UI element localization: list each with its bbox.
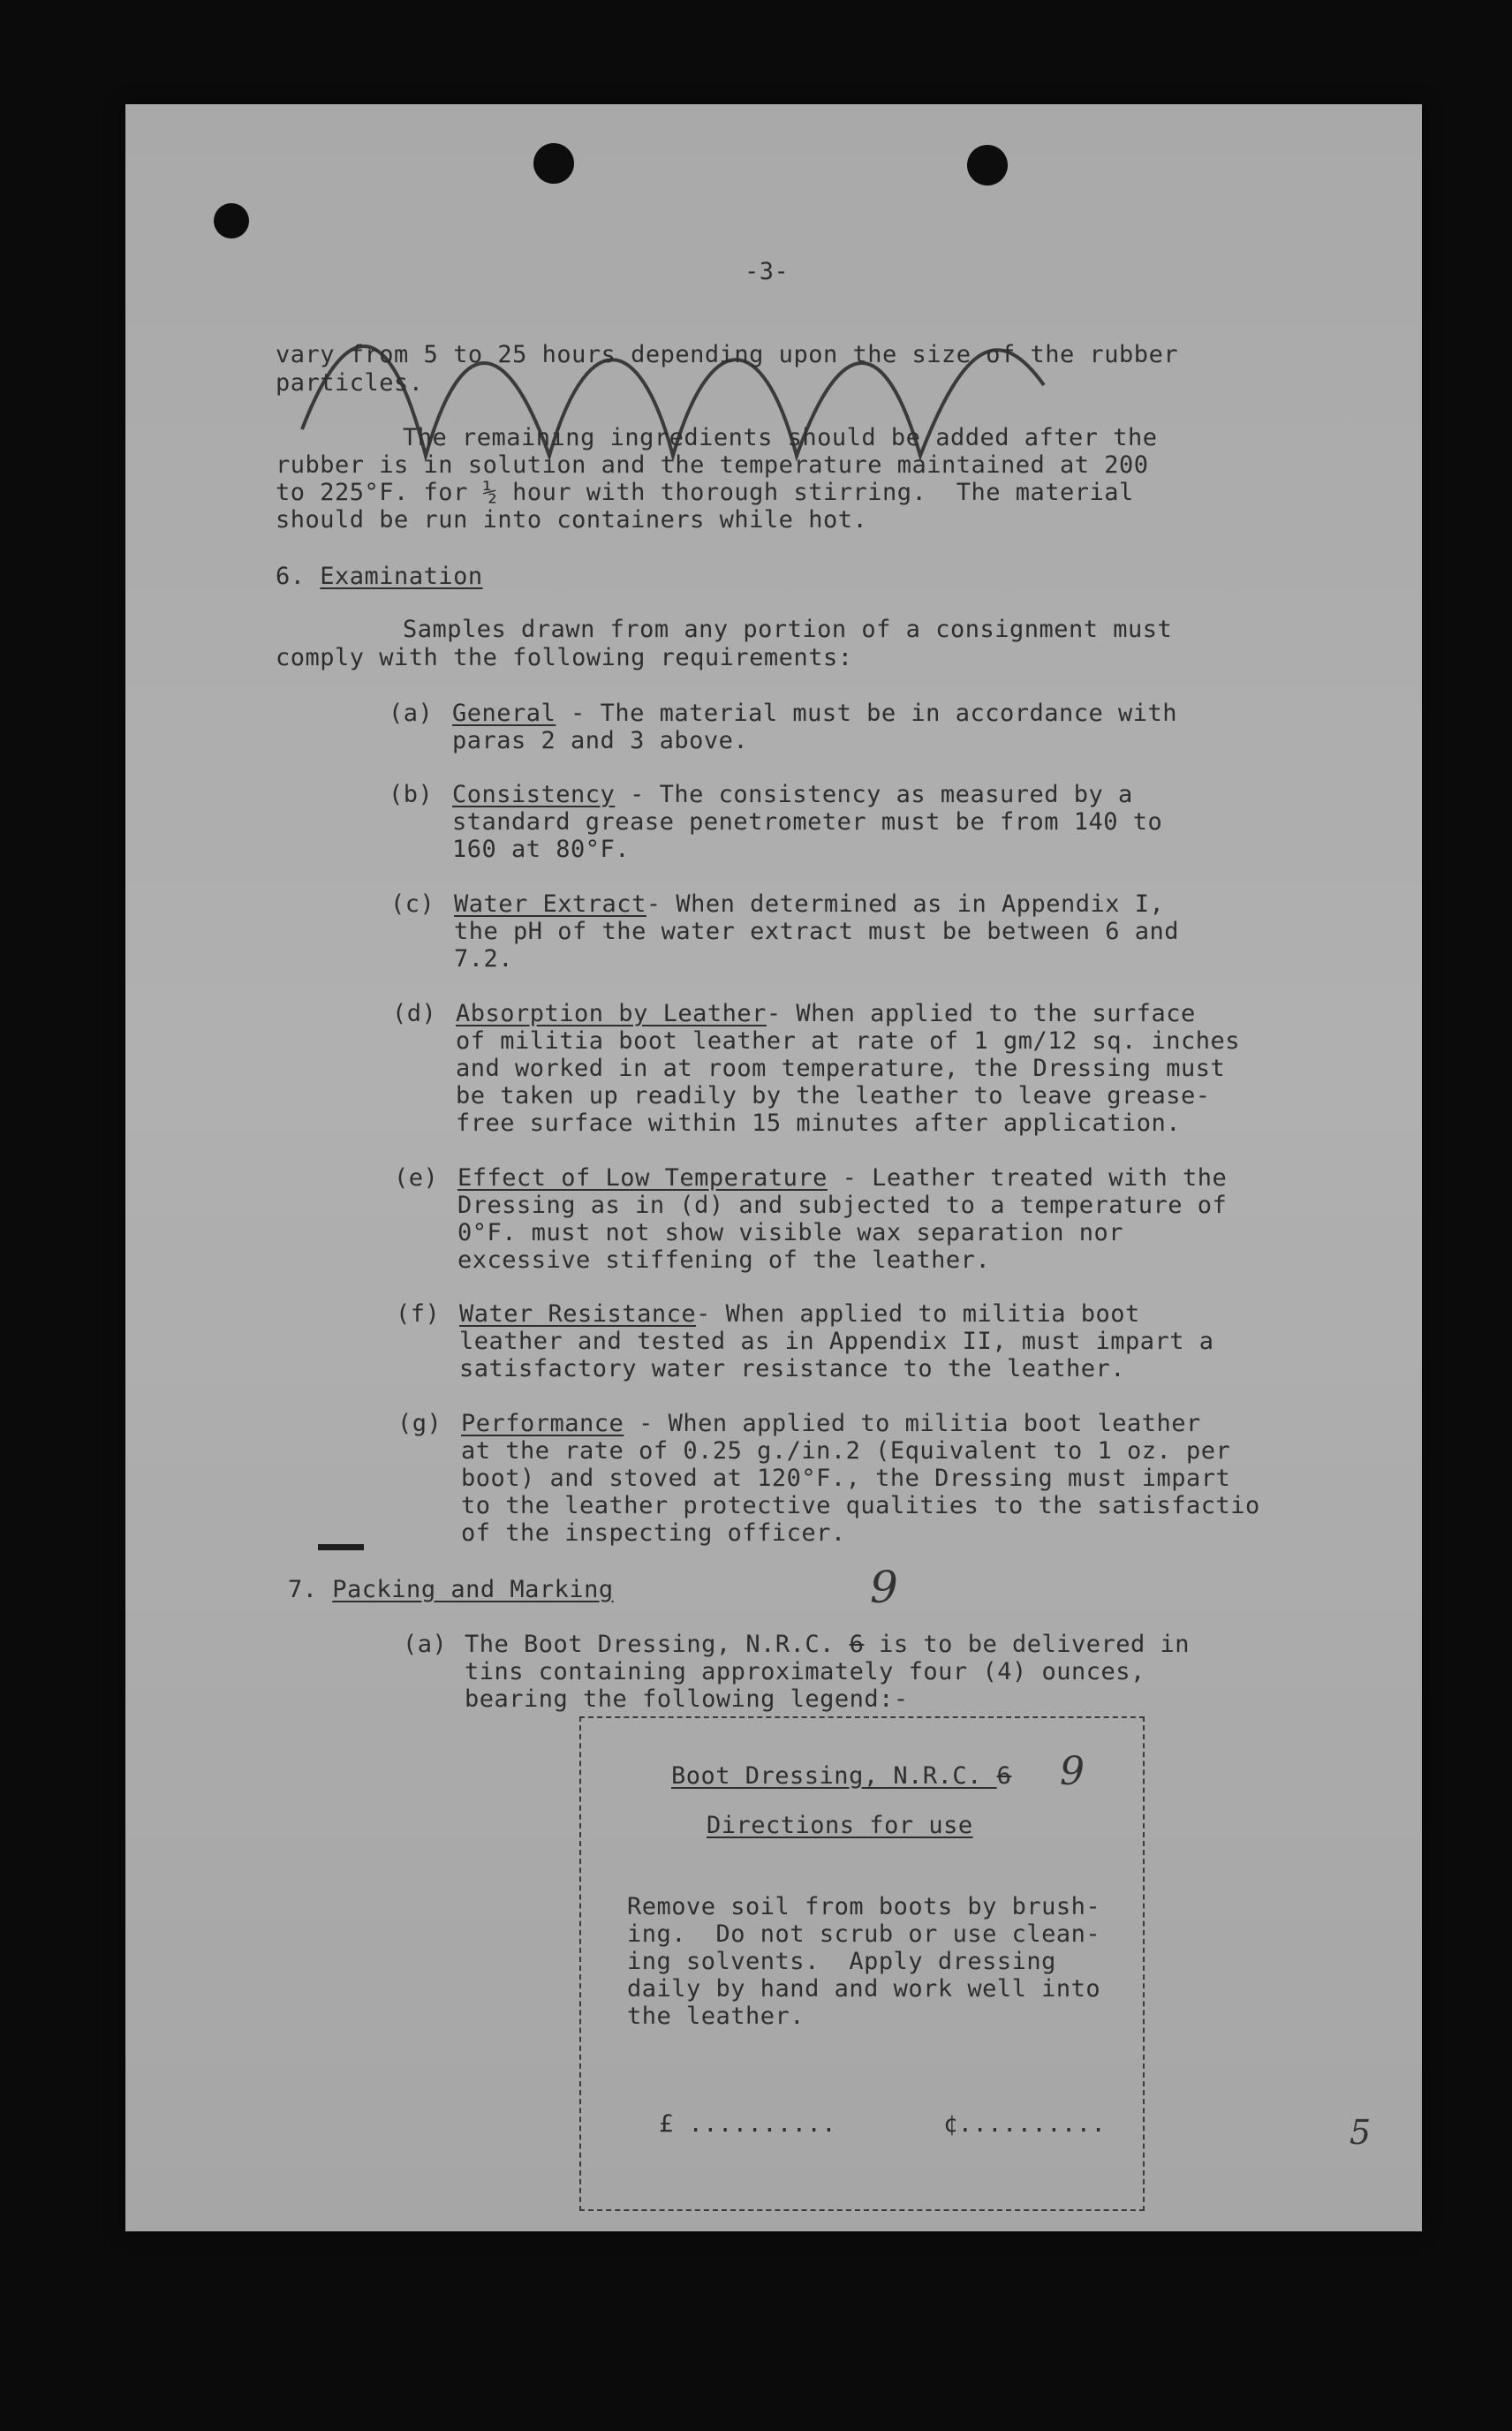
requirement-label: (b): [389, 781, 434, 808]
requirement-label: (d): [392, 1000, 437, 1027]
legend-footer-left: £ ..........: [659, 2110, 837, 2138]
packing-line-3: bearing the following legend:-: [465, 1685, 909, 1713]
legend-footer-right: ¢..........: [943, 2110, 1107, 2138]
packing-text: The Boot Dressing, N.R.C.: [465, 1631, 850, 1658]
requirement-text: 7.2.: [454, 945, 514, 973]
margin-note: 5: [1349, 2113, 1372, 2152]
intro-para2-line-4: should be run into containers while hot.: [276, 506, 868, 534]
section-7-number: 7.: [288, 1576, 318, 1603]
legend-title-text: Boot Dressing, N.R.C.: [671, 1762, 997, 1790]
requirement-text: be taken up readily by the leather to leave grease-: [456, 1082, 1211, 1109]
punch-hole-left: [533, 143, 574, 184]
section-6-title: Examination: [320, 563, 483, 590]
legend-handwritten-number: 9: [1060, 1749, 1085, 1794]
requirement-text: - When determined as in Appendix I,: [646, 890, 1165, 918]
requirement-text: to the leather protective qualities to the satisfactio: [461, 1492, 1260, 1519]
requirement-text: satisfactory water resistance to the leather.: [459, 1355, 1125, 1382]
section-6-number: 6.: [276, 563, 306, 590]
intro-para2-line-3: to 225°F. for ½ hour with thorough stirring. The material: [276, 479, 1134, 506]
requirement-text: - When applied to the surface: [766, 1000, 1196, 1027]
legend-subtitle-text: Directions for use: [707, 1812, 973, 1839]
requirement-title: Water Extract: [454, 890, 646, 918]
legend-title: [671, 1762, 1011, 1790]
page-number: -3-: [745, 258, 790, 285]
packing-line-1: [465, 1631, 1190, 1658]
handwritten-correction: 9: [870, 1562, 898, 1613]
requirement-text: at the rate of 0.25 g./in.2 (Equivalent to 1 oz. per: [461, 1437, 1231, 1465]
requirement-line: [457, 1164, 1227, 1192]
requirement-title: Performance: [461, 1410, 624, 1437]
intro-para2-line-1: The remaining ingredients should be added after the: [403, 424, 1158, 451]
packing-line-2: tins containing approximately four (4) ounces,: [465, 1658, 1145, 1685]
requirement-text: and worked in at room temperature, the Dressing must: [456, 1055, 1226, 1082]
section-7-heading: [288, 1576, 614, 1603]
requirement-text: 160 at 80°F.: [452, 836, 631, 863]
legend-body-line: daily by hand and work well into: [627, 1975, 1101, 2003]
requirement-text: - The material must be in accordance with: [556, 700, 1178, 727]
requirement-line: [452, 781, 1133, 808]
requirement-label: (f): [396, 1300, 441, 1328]
intro-para2-line-2: rubber is in solution and the temperature maintained at 200: [276, 451, 1149, 479]
requirement-text: 0°F. must not show visible wax separation nor: [457, 1219, 1123, 1246]
requirement-label: (e): [394, 1164, 439, 1192]
requirement-text: Dressing as in (d) and subjected to a temperature of: [457, 1192, 1228, 1219]
requirement-text: - When applied to militia boot leather: [624, 1410, 1201, 1437]
requirement-text: standard grease penetrometer must be from 140 to: [452, 808, 1163, 836]
requirement-title: Consistency: [452, 781, 616, 808]
legend-body-line: Remove soil from boots by brush-: [627, 1893, 1101, 1920]
ink-blot: [214, 203, 249, 239]
requirement-text: free surface within 15 minutes after application.: [456, 1109, 1182, 1137]
punch-hole-right: [967, 145, 1008, 186]
requirement-text: of militia boot leather at rate of 1 gm/12 sq. inches: [456, 1027, 1241, 1055]
requirement-title: Effect of Low Temperature: [457, 1164, 828, 1192]
section-7-title: Packing and Marking: [332, 1576, 614, 1603]
requirement-title: General: [452, 700, 556, 727]
legend-struck-number: 6: [996, 1762, 1012, 1790]
requirement-line: [459, 1300, 1140, 1328]
requirement-line: [452, 700, 1177, 727]
requirement-text: boot) and stoved at 120°F., the Dressing must impart: [461, 1465, 1231, 1492]
requirement-title: Absorption by Leather: [456, 1000, 767, 1027]
legend-body-line: ing solvents. Apply dressing: [627, 1948, 1056, 1975]
requirement-label: (g): [397, 1410, 442, 1437]
requirement-label: (a): [389, 700, 434, 727]
packing-text: is to be delivered in: [864, 1631, 1191, 1658]
requirement-label: (c): [390, 890, 435, 918]
requirement-text: of the inspecting officer.: [461, 1519, 846, 1547]
intro-line-2: particles.: [276, 369, 424, 397]
packing-label: (a): [403, 1631, 448, 1658]
requirement-line: [456, 1000, 1196, 1027]
section-6-intro-line-2: comply with the following requirements:: [276, 644, 853, 671]
intro-line-1: vary from 5 to 25 hours depending upon the size of the rubber: [276, 341, 1179, 368]
legend-subtitle: [707, 1812, 973, 1839]
struck-number: 6: [849, 1631, 865, 1658]
legend-body-line: ing. Do not scrub or use clean-: [627, 1920, 1101, 1948]
requirement-text: the pH of the water extract must be between 6 and: [454, 918, 1180, 945]
requirement-text: - Leather treated with the: [827, 1164, 1228, 1192]
section-6-heading: [276, 563, 483, 590]
requirement-text: - The consistency as measured by a: [615, 781, 1133, 808]
section-6-intro-line-1: Samples drawn from any portion of a consignment must: [403, 616, 1173, 643]
legend-body-line: the leather.: [627, 2003, 805, 2030]
requirement-text: excessive stiffening of the leather.: [457, 1246, 991, 1274]
requirement-text: - When applied to militia boot: [696, 1300, 1140, 1328]
requirement-line: [454, 890, 1164, 918]
requirement-line: [461, 1410, 1201, 1437]
requirement-text: leather and tested as in Appendix II, must impart a: [459, 1328, 1214, 1355]
ink-dash-mark: [318, 1544, 364, 1550]
requirement-title: Water Resistance: [459, 1300, 697, 1328]
requirement-text: paras 2 and 3 above.: [452, 727, 749, 754]
